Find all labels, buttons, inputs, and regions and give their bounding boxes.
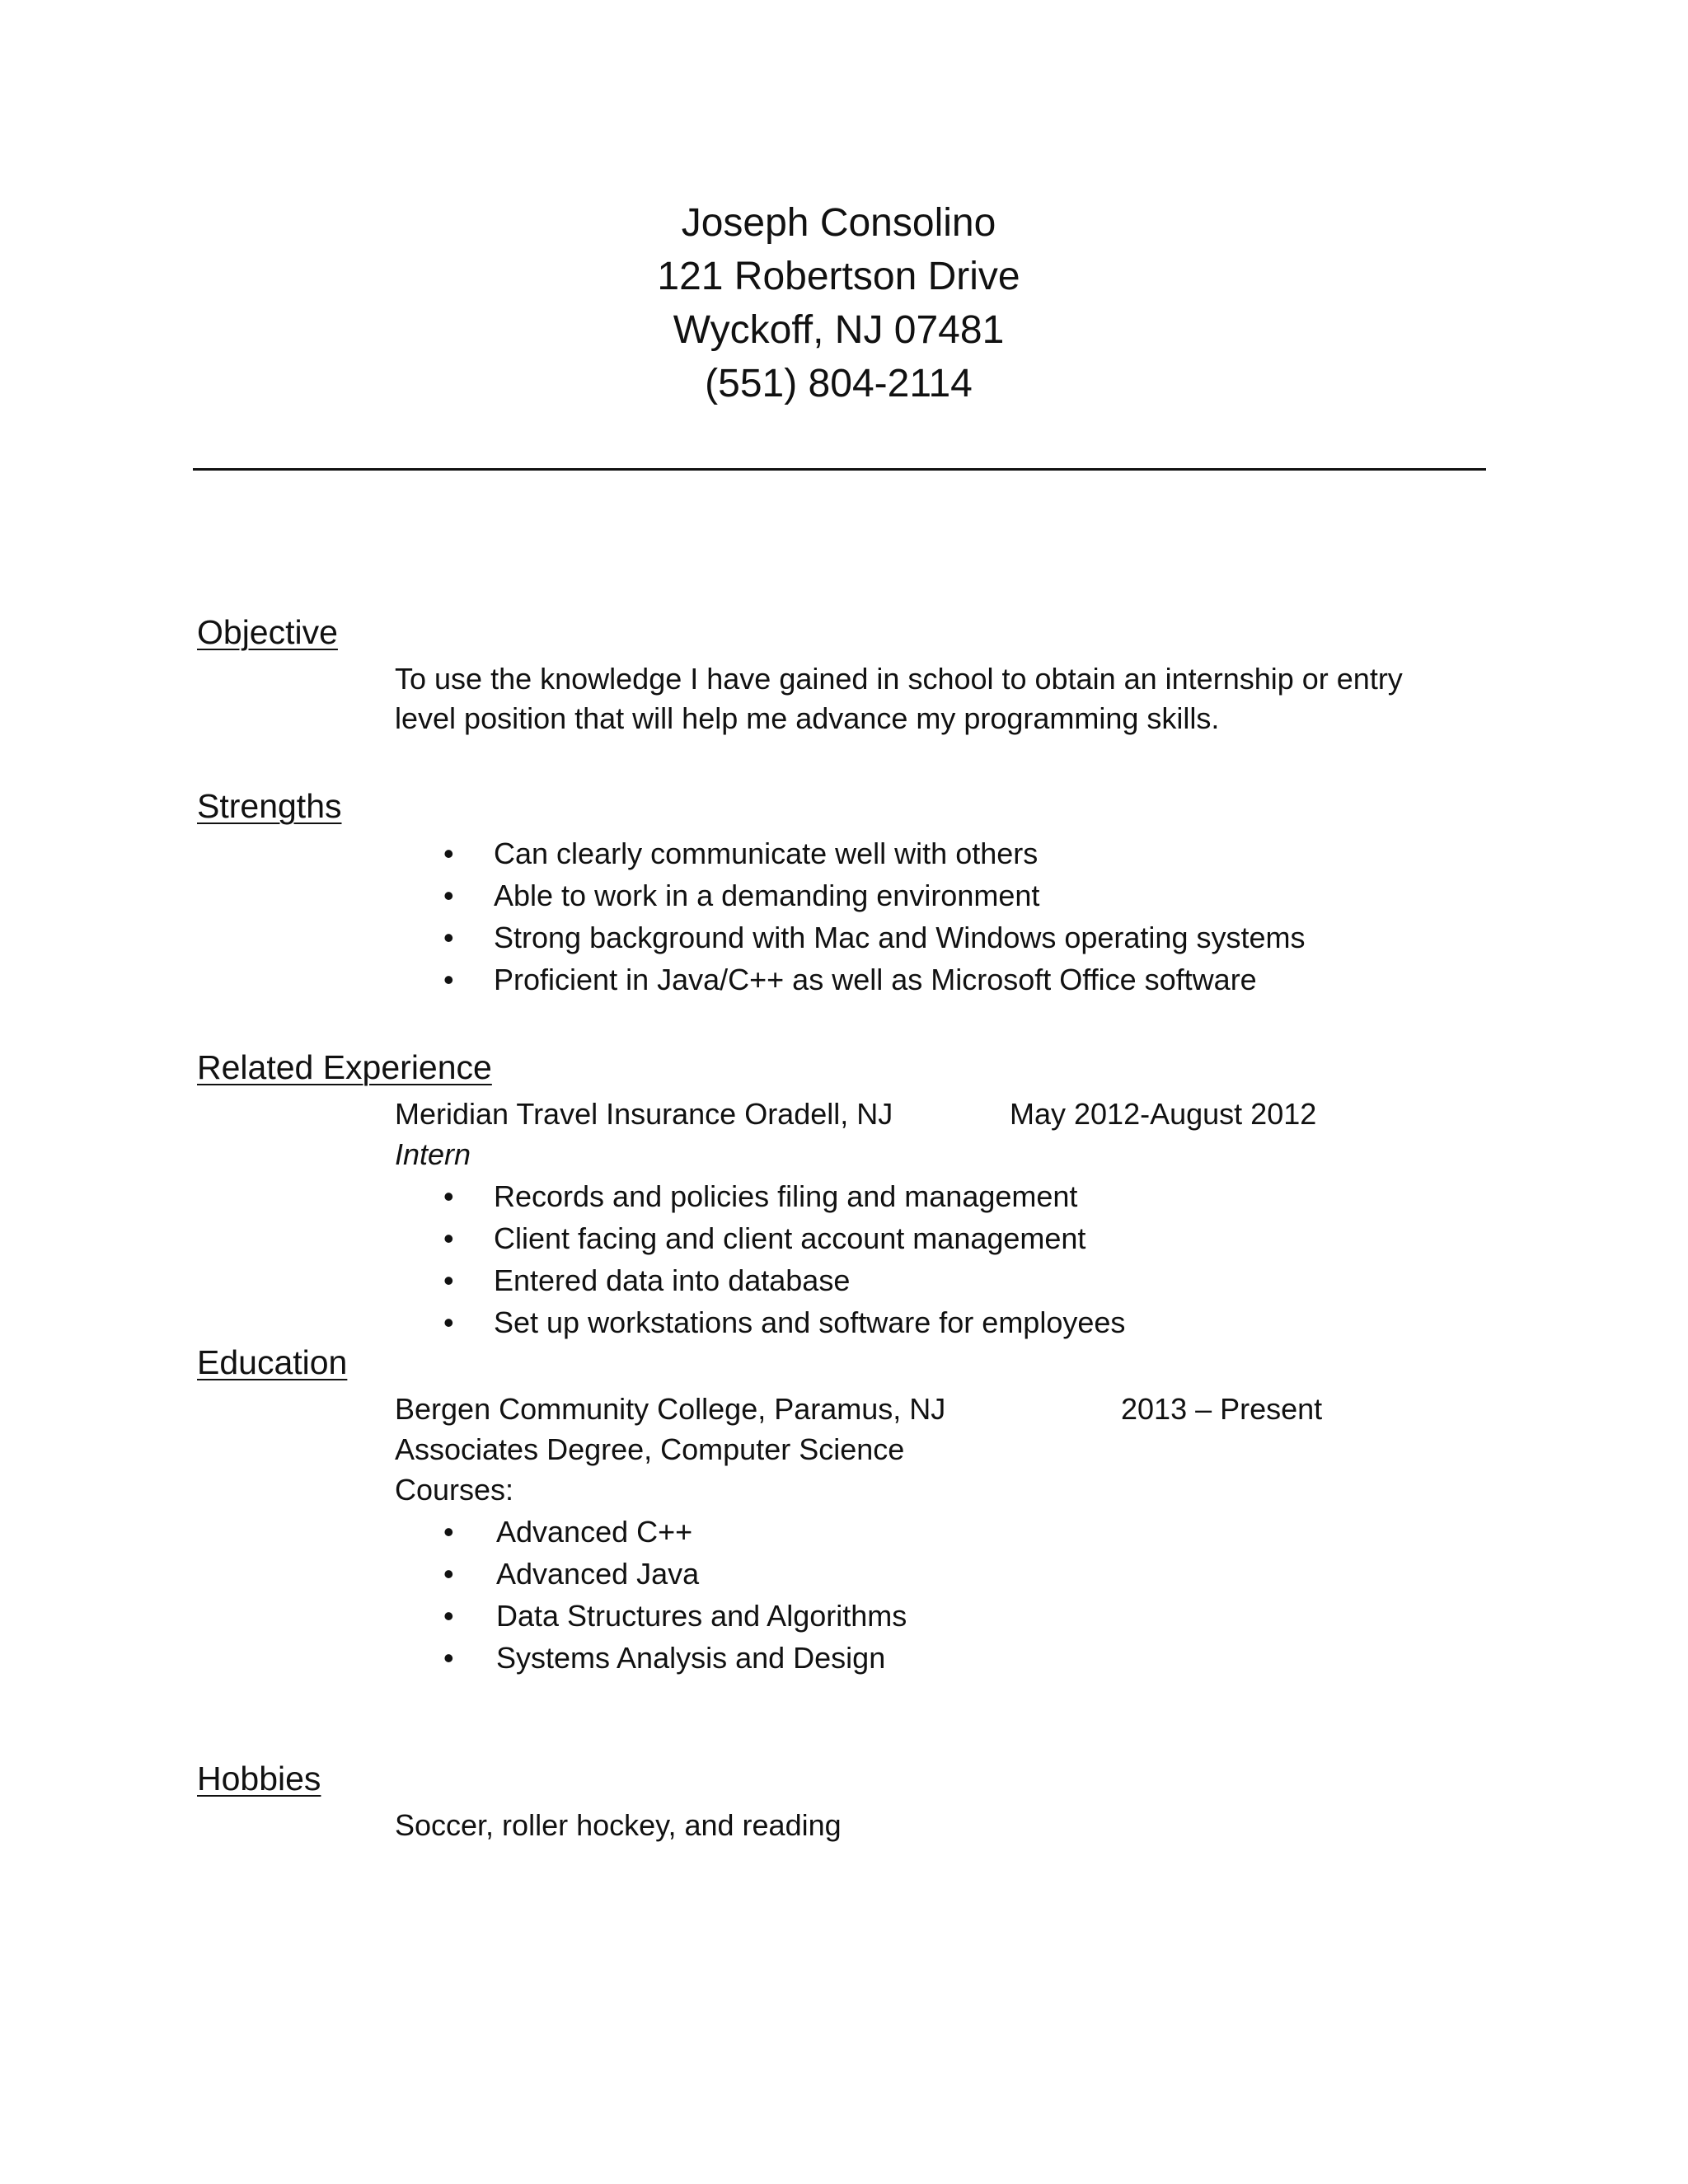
strength-text: Strong background with Mac and Windows operating systems [494, 921, 1306, 954]
street-address: 121 Robertson Drive [657, 255, 1020, 298]
employer-line: Meridian Travel Insurance Oradell, NJ [395, 1097, 893, 1131]
bullet-icon: • [443, 1641, 454, 1675]
bullet-icon: • [443, 1557, 454, 1591]
experience-heading: Related Experience [197, 1048, 492, 1086]
bullet-icon: • [443, 1221, 454, 1255]
applicant-name: Joseph Consolino [681, 201, 996, 245]
course-text: Systems Analysis and Design [496, 1641, 886, 1675]
duty-text: Entered data into database [494, 1263, 851, 1297]
objective-line-2: level position that will help me advance my programming skills. [395, 701, 1220, 735]
phone-number: (551) 804-2114 [705, 362, 973, 405]
hobbies-heading: Hobbies [197, 1760, 321, 1797]
education-heading: Education [197, 1343, 348, 1381]
bullet-icon: • [443, 921, 454, 954]
city-state-zip: Wyckoff, NJ 07481 [673, 308, 1005, 352]
objective-line-1: To use the knowledge I have gained in school to obtain an internship or entry [395, 662, 1403, 696]
bullet-icon: • [443, 837, 454, 870]
duty-text: Records and policies filing and management [494, 1179, 1078, 1213]
bullet-icon: • [443, 963, 454, 996]
bullet-icon: • [443, 1305, 454, 1339]
job-title: Intern [395, 1137, 471, 1171]
strength-text: Proficient in Java/C++ as well as Microsoft Office software [494, 963, 1257, 996]
header-divider [193, 468, 1486, 471]
strengths-heading: Strengths [197, 787, 342, 825]
course-text: Data Structures and Algorithms [496, 1599, 907, 1633]
contact-header [0, 196, 1677, 410]
bullet-icon: • [443, 1179, 454, 1213]
education-dates: 2013 – Present [1121, 1392, 1323, 1426]
degree-line: Associates Degree, Computer Science [395, 1432, 905, 1466]
course-text: Advanced Java [496, 1557, 700, 1591]
bullet-icon: • [443, 1599, 454, 1633]
employment-dates: May 2012-August 2012 [1010, 1097, 1317, 1131]
course-text: Advanced C++ [496, 1515, 693, 1549]
school-line: Bergen Community College, Paramus, NJ [395, 1392, 946, 1426]
bullet-icon: • [443, 1515, 454, 1549]
strength-text: Able to work in a demanding environment [494, 879, 1040, 912]
bullet-icon: • [443, 879, 454, 912]
bullet-icon: • [443, 1263, 454, 1297]
hobbies-text: Soccer, roller hockey, and reading [395, 1808, 842, 1842]
objective-heading: Objective [197, 613, 338, 651]
courses-label: Courses: [395, 1473, 514, 1507]
duty-text: Client facing and client account management [494, 1221, 1086, 1255]
duty-text: Set up workstations and software for employees [494, 1305, 1126, 1339]
strength-text: Can clearly communicate well with others [494, 837, 1039, 870]
